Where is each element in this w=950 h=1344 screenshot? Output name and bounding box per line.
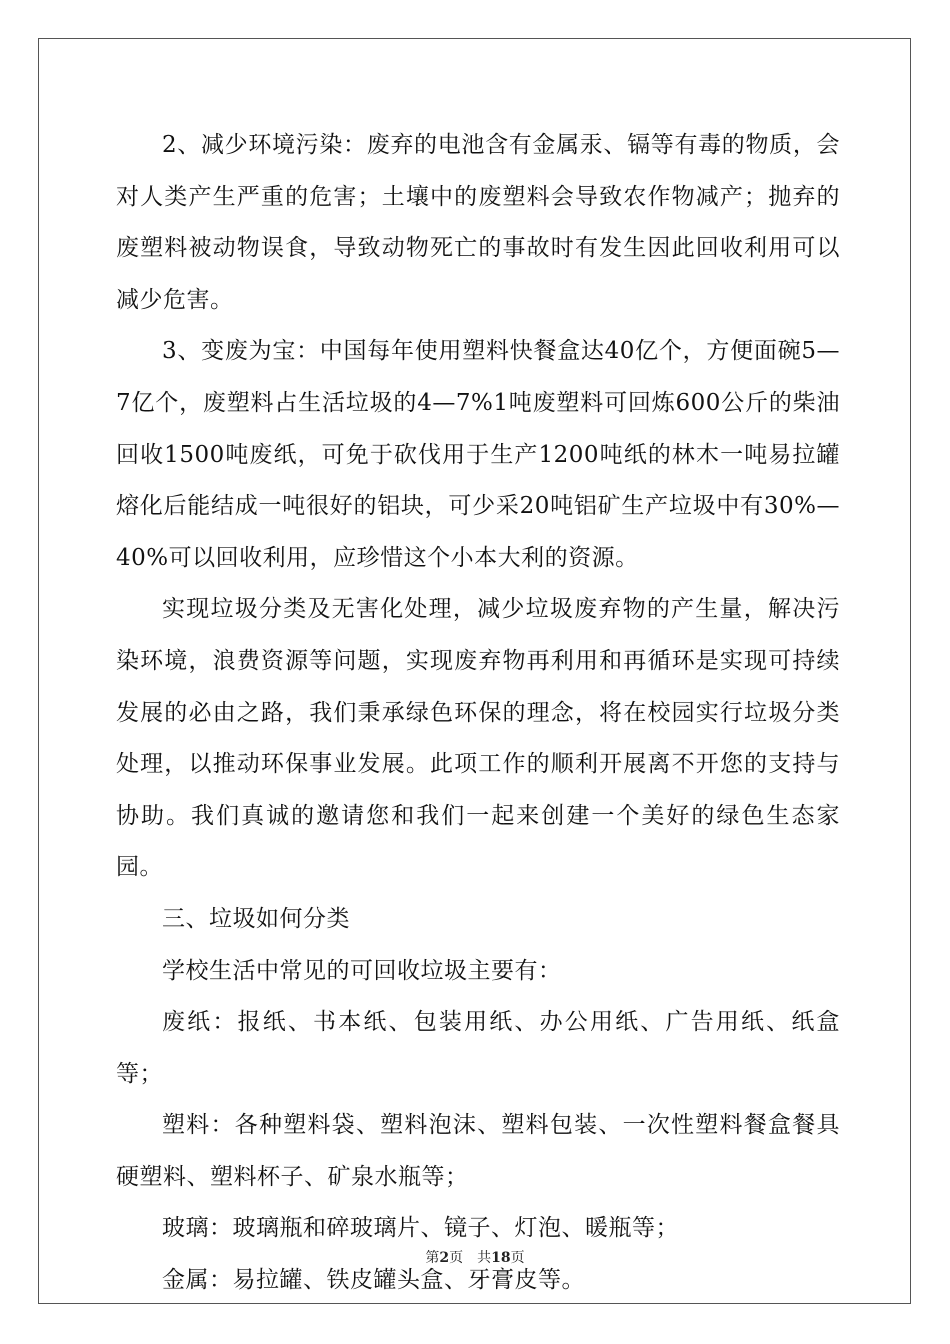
paragraph-waste-to-treasure: 3、变废为宝：中国每年使用塑料快餐盒达40亿个，方便面碗5—7亿个，废塑料占生活垃圾的4—7%1吨废塑料可回炼600公斤的柴油回收1500吨废纸，可免于砍伐用于生产1200吨纸的林木一吨易拉罐熔化后能结成一吨很好的铝块，可少采20吨铝矿生产垃圾中有30%—40%可以回收利用，应珍惜这个小本大利的资源。 bbox=[116, 338, 840, 571]
total-suffix: 页 bbox=[510, 1250, 525, 1266]
page-suffix: 页 bbox=[449, 1250, 464, 1266]
total-prefix: 共 bbox=[477, 1250, 492, 1266]
page-prefix: 第 bbox=[425, 1250, 440, 1266]
page-footer bbox=[0, 1247, 950, 1267]
paragraph-reduce-pollution: 2、减少环境污染：废弃的电池含有金属汞、镉等有毒的物质，会对人类产生严重的危害；土壤中的废塑料会导致农作物减产；抛弃的废塑料被动物误食，导致动物死亡的事故时有发生因此回收利用可以减少危害。 bbox=[116, 132, 840, 313]
section-heading-classification: 三、垃圾如何分类 bbox=[162, 905, 350, 932]
paragraph-glass: 玻璃：玻璃瓶和碎玻璃片、镜子、灯泡、暖瓶等； bbox=[162, 1215, 679, 1242]
document-body bbox=[116, 120, 840, 1307]
paragraph-metal: 金属：易拉罐、铁皮罐头盒、牙膏皮等。 bbox=[162, 1267, 585, 1294]
paragraph-recyclables-intro: 学校生活中常见的可回收垃圾主要有： bbox=[162, 957, 562, 984]
page-number: 2 bbox=[439, 1250, 450, 1266]
paragraph-plastic: 塑料：各种塑料袋、塑料泡沫、塑料包装、一次性塑料餐盒餐具硬塑料、塑料杯子、矿泉水瓶等； bbox=[116, 1112, 840, 1190]
paragraph-sustainable-development: 实现垃圾分类及无害化处理，减少垃圾废弃物的产生量，解决污染环境，浪费资源等问题，实现废弃物再利用和再循环是实现可持续发展的必由之路，我们秉承绿色环保的理念，将在校园实行垃圾分类处理，以推动环保事业发展。此项工作的顺利开展离不开您的支持与协助。我们真诚的邀请您和我们一起来创建一个美好的绿色生态家园。 bbox=[116, 596, 840, 881]
total-pages: 18 bbox=[491, 1250, 511, 1266]
paragraph-paper: 废纸：报纸、书本纸、包装用纸、办公用纸、广告用纸、纸盒等； bbox=[116, 1009, 840, 1087]
